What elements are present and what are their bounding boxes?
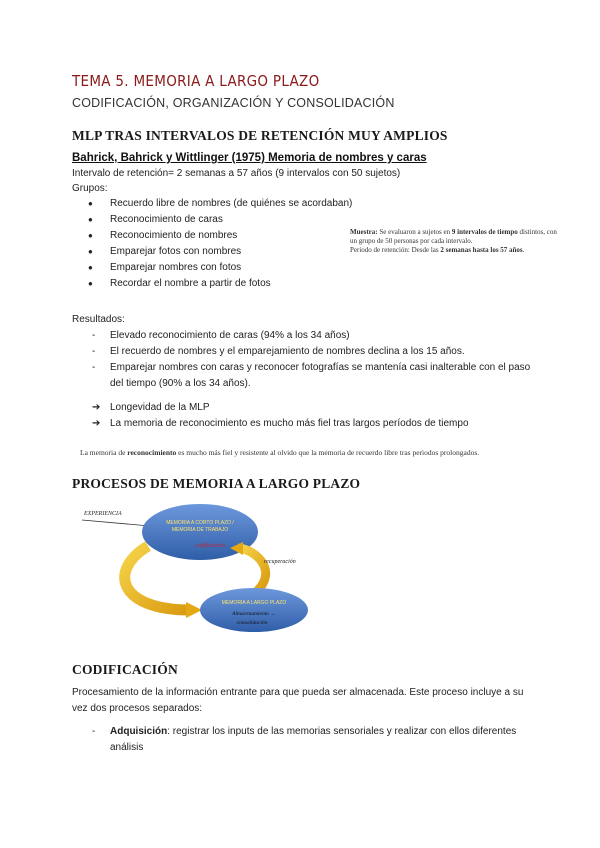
list-item: ● Reconocimiento de caras — [88, 212, 352, 228]
groups-label: Grupos: — [72, 183, 108, 194]
codificacion-label: codificación — [195, 543, 225, 549]
codificacion-paragraph: Procesamiento de la información entrante para que pueda ser almacenada. Este proceso incluye a su vez dos procesos separados: — [72, 687, 524, 714]
recuperacion-label: recuperación — [264, 559, 296, 565]
conclusions-list — [92, 400, 532, 432]
list-item: ● Emparejar nombres con fotos — [88, 260, 352, 276]
stm-label-2: MEMORIA DE TRABAJO — [171, 527, 229, 533]
list-item: - Emparejar nombres con caras y reconocer fotografías se mantenía casi inalterable con el paso del tiempo (90% a los 34 años). — [92, 362, 531, 389]
retention-interval: Intervalo de retención= 2 semanas a 57 años (9 intervalos con 50 sujetos) — [72, 168, 401, 179]
section-heading-processes: PROCESOS DE MEMORIA A LARGO PLAZO — [72, 476, 361, 491]
encoding-arrowhead — [186, 602, 202, 618]
list-item: ➔ La memoria de reconocimiento es mucho más fiel tras largos períodos de tiempo — [92, 416, 532, 432]
experience-label: EXPERIENCIA — [84, 511, 122, 517]
sample-note: Muestra: Se evaluaron a sujetos en 9 intervalos de tiempo distintos, con un grupo de 50 personas por cada intervalo. Periodo de retención: Desde las 2 semanas hasta los 57 años. — [350, 228, 557, 254]
almacenamiento-label: Almacenamiento → — [232, 611, 276, 617]
consolidacion-label: consolidación — [236, 620, 268, 626]
retrieval-curve-arrow — [238, 548, 266, 592]
study-reference: Bahrick, Bahrick y Wittlinger (1975) Memoria de nombres y caras — [72, 152, 427, 164]
ltm-label: MEMORIA A LARGO PLAZO — [221, 600, 287, 606]
results-label: Resultados: — [72, 314, 125, 325]
list-item: ● Recuerdo libre de nombres (de quiénes se acordaban) — [88, 196, 352, 212]
page-title: TEMA 5. MEMORIA A LARGO PLAZO — [72, 72, 320, 90]
section-heading-mlp: MLP TRAS INTERVALOS DE RETENCIÓN MUY AMPLIOS — [72, 128, 448, 143]
list-item: ● Recordar el nombre a partir de fotos — [88, 276, 352, 292]
arrow-icon: ➔ — [92, 402, 101, 413]
stm-label-1: MEMORIA A CORTO PLAZO / — [166, 520, 234, 526]
arrow-icon: ➔ — [92, 418, 101, 429]
memory-process-diagram — [78, 500, 318, 632]
list-item: - El recuerdo de nombres y el emparejamiento de nombres declina a los 15 años. — [92, 346, 465, 357]
list-item: ● Reconocimiento de nombres — [88, 228, 352, 244]
list-item: - Elevado reconocimiento de caras (94% a los 34 años) — [92, 330, 350, 341]
list-item: ● Emparejar fotos con nombres — [88, 244, 352, 260]
acquisition-item: - Adquisición: registrar los inputs de las memorias sensoriales y realizar con ellos diferentes análisis — [92, 726, 517, 753]
groups-list — [88, 196, 352, 292]
experience-arrow — [82, 520, 150, 526]
section-heading-codificacion: CODIFICACIÓN — [72, 662, 178, 677]
results-list — [92, 328, 532, 392]
page-subtitle: CODIFICACIÓN, ORGANIZACIÓN Y CONSOLIDACIÓN — [72, 96, 395, 110]
caption: La memoria de reconocimiento es mucho más fiel y resistente al olvido que la memoria de recuerdo libre tras periodos prolongados. — [80, 448, 480, 457]
list-item: ➔ Longevidad de la MLP — [92, 400, 532, 416]
